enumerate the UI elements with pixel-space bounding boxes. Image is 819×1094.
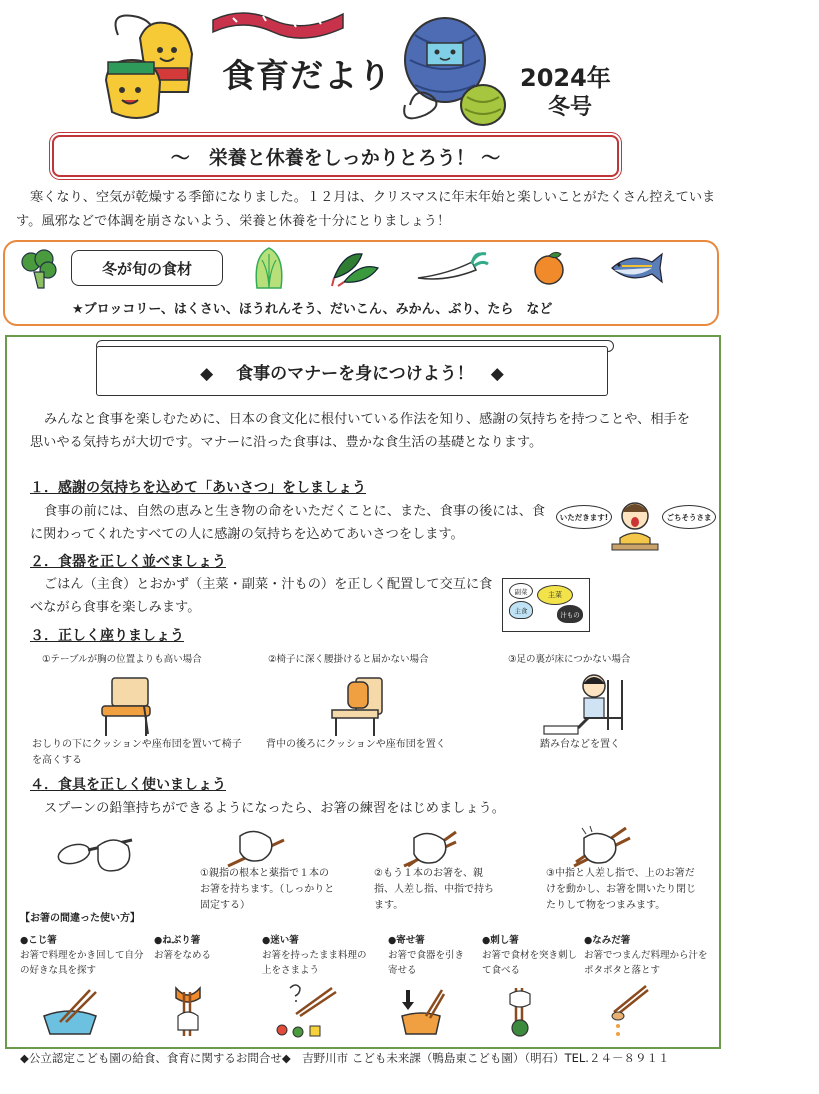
koji-bashi-icon [40,988,100,1038]
wrong-usage-name: ●ねぶり箸 [154,935,201,946]
child-footstool-icon [538,672,628,738]
child-eating-icon [610,498,660,553]
newsletter-season: 冬号 [548,95,593,120]
wrong-usage-name: ●こじ箸 [20,935,57,946]
manners-intro: みんなと食事を楽しむために、日本の食文化に根付いている作法を知り、感謝の気持ちを持つことや、相手を思いやる気持ちが大切です。マナーに沿った食事は、豊かな食生活の基礎となります。 [30,412,690,450]
chopsticks-step1-icon [226,826,286,868]
section4-text: スプーンの鉛筆持ちができるようになったら、お箸の練習をはじめましょう。 [44,801,505,816]
wrong-usage-desc: お箸で食材を突き刺して食べる [482,950,578,976]
wrong-usage-name: ●なみだ箸 [584,935,631,946]
chinese-cabbage-icon [252,246,286,290]
mayoi-bashi-icon [272,984,340,1038]
seasonal-foods-label: 冬が旬の食材 [71,250,223,286]
sitting-case1-title: ①テーブルが胸の位置よりも高い場合 [42,654,202,665]
sitting-case3-caption: 踏み台などを置く [540,739,620,750]
wrong-usage-yose [388,933,468,978]
daikon-icon [416,252,488,282]
wrong-usage-neburi [154,933,254,963]
wrong-usage-desc: お箸で料理をかき回して自分の好きな具を探す [20,950,144,976]
section2-text: ごはん（主食）とおかず（主菜・副菜・汁もの）を正しく配置して交互に食べながら食事を楽しみます。 [30,577,493,615]
scarf-illustration [208,2,348,42]
section1-heading: １．感謝の気持ちを込めて「あいさつ」をしましょう [30,480,366,496]
tray-side-dish: 副菜 [509,583,533,599]
yarn-ball-illustration [385,5,515,130]
chopsticks-step3-icon [572,826,632,868]
wrong-usage-koji [20,933,150,978]
wrong-usage-desc: お箸を持ったまま料理の上をさまよう [262,950,367,976]
wrong-usage-desc: お箸で食器を引き寄せる [388,950,465,976]
gochisousama-bubble: ごちそうさま [662,505,716,529]
spoon-hand-icon [56,828,140,884]
chair-with-cushion-icon [98,676,158,738]
tray-main-dish: 主菜 [537,585,573,605]
chopsticks-step1-text: ①親指の根本と薬指で１本のお箸を持ちます。（しっかりと固定する） [200,868,335,911]
wrong-usage-name: ●刺し箸 [482,935,519,946]
wrong-usage-namida [584,933,712,978]
mitten-illustration [100,10,210,125]
sitting-case2-caption: 背中の後ろにクッションや座布団を置く [266,739,446,750]
footer-contact: ◆公立認定こども園の給食、食育に関するお問合せ◆ 吉野川市 こども未来課（鴨島東こども園）（明石）TEL.２４－８９１１ [20,1051,670,1065]
spinach-icon [330,248,382,288]
itadakimasu-bubble: いただきます! [556,505,612,529]
section3-heading: ３．正しく座りましょう [30,628,184,644]
theme-banner: ～ 栄養と休養をしっかりとろう！ ～ [52,135,619,177]
wrong-usage-mayoi [262,933,372,978]
wrong-usage-name: ●寄せ箸 [388,935,425,946]
yellowtail-fish-icon [608,250,664,286]
wrong-usage-sashi [482,933,578,978]
tray-soup-bowl: 汁もの [557,605,583,623]
yose-bashi-icon [396,986,446,1038]
neburi-bashi-icon [170,986,206,1038]
section1-text: 食事の前には、自然の恵みと生き物の命をいただくことに、また、食事の後には、食に関わってくれたすべての人に感謝の気持ちを込めてあいさつをします。 [30,504,546,542]
chopsticks-step3-text: ③中指と人差し指で、上のお箸だけを動かし、お箸を開いたり閉じたりして物をつまみます。 [546,868,696,911]
section4-heading: ４．食具を正しく使いましょう [30,777,226,793]
sitting-case3-title: ③足の裏が床につかない場合 [508,654,631,665]
chair-back-cushion-icon [328,676,388,738]
wrong-usage-title: 【お箸の間違った使い方】 [20,913,140,924]
manners-title: ◆ 食事のマナーを身につけよう！ ◆ [96,346,608,396]
broccoli-icon [18,248,60,290]
wrong-usage-desc: お箸をなめる [154,950,212,961]
namida-bashi-icon [606,984,650,1040]
tableware-tray [502,578,590,632]
wrong-usage-desc: お箸でつまんだ料理から汁をポタポタと落とす [584,950,708,976]
newsletter-title: 食育だより [222,56,392,95]
sitting-case1-caption: おしりの下にクッションや座布団を置いて椅子を高くする [32,739,242,766]
tray-rice-bowl: 主食 [509,601,533,619]
intro-paragraph: 寒くなり、空気が乾燥する季節になりました。１２月は、クリスマスに年末年始と楽しいことがたくさん控えています。風邪などで体調を崩さないよう、栄養と休養を十分にとりましょう！ [16,190,716,229]
chopsticks-step2-text: ②もう１本のお箸を、親指、人差し指、中指で持ちます。 [374,868,494,911]
wrong-usage-name: ●迷い箸 [262,935,299,946]
mandarin-orange-icon [530,250,568,286]
newsletter-year: 2024年 [520,64,611,92]
sitting-case2-title: ②椅子に深く腰掛けると届かない場合 [268,654,429,665]
chopsticks-step2-icon [402,828,458,868]
seasonal-foods-list: ★ブロッコリー、はくさい、ほうれんそう、だいこん、みかん、ぶり、たら など [72,302,553,317]
sashi-bashi-icon [500,986,540,1040]
section2-heading: ２．食器を正しく並べましょう [30,554,226,570]
